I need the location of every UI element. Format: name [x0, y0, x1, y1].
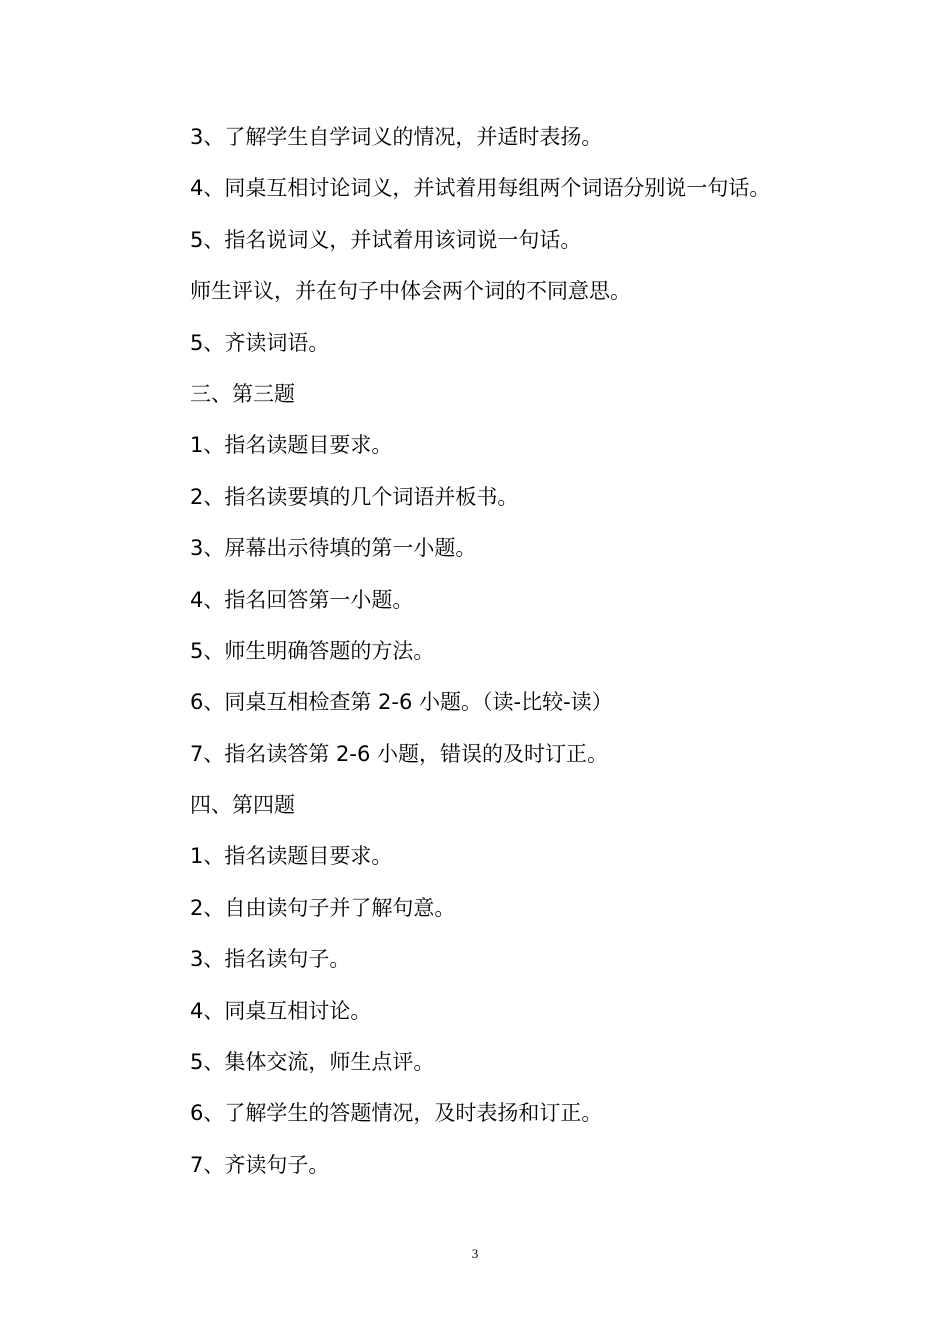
text-line: 5、齐读词语。: [190, 330, 330, 355]
text-line: 7、齐读句子。: [190, 1152, 330, 1177]
text-line: 4、同桌互相讨论词义，并试着用每组两个词语分别说一句话。: [190, 176, 771, 201]
section-heading: 三、第三题: [190, 381, 295, 406]
text-line: 5、指名说词义，并试着用该词说一句话。: [190, 227, 582, 252]
text-line: 4、指名回答第一小题。: [190, 587, 414, 612]
text-line: 1、指名读题目要求。: [190, 844, 393, 869]
text-line: 2、自由读句子并了解句意。: [190, 895, 456, 920]
text-line: 师生评议，并在句子中体会两个词的不同意思。: [190, 279, 631, 304]
text-line: 3、屏幕出示待填的第一小题。: [190, 536, 477, 561]
text-line: 6、同桌互相检查第 2-6 小题。（读-比较-读）: [190, 690, 613, 715]
text-line: 5、集体交流，师生点评。: [190, 1050, 435, 1075]
text-line: 2、指名读要填的几个词语并板书。: [190, 484, 519, 509]
text-line: 1、指名读题目要求。: [190, 433, 393, 458]
text-line: 4、同桌互相讨论。: [190, 998, 372, 1023]
text-line: 6、了解学生的答题情况，及时表扬和订正。: [190, 1101, 603, 1126]
page-number: 3: [471, 1246, 479, 1261]
document-body: [190, 112, 890, 1191]
text-line: 5、师生明确答题的方法。: [190, 638, 435, 663]
text-line: 7、指名读答第 2-6 小题，错误的及时订正。: [190, 741, 609, 766]
text-line: 3、指名读句子。: [190, 947, 351, 972]
text-line: 3、了解学生自学词义的情况，并适时表扬。: [190, 125, 603, 149]
section-heading: 四、第四题: [190, 793, 295, 818]
